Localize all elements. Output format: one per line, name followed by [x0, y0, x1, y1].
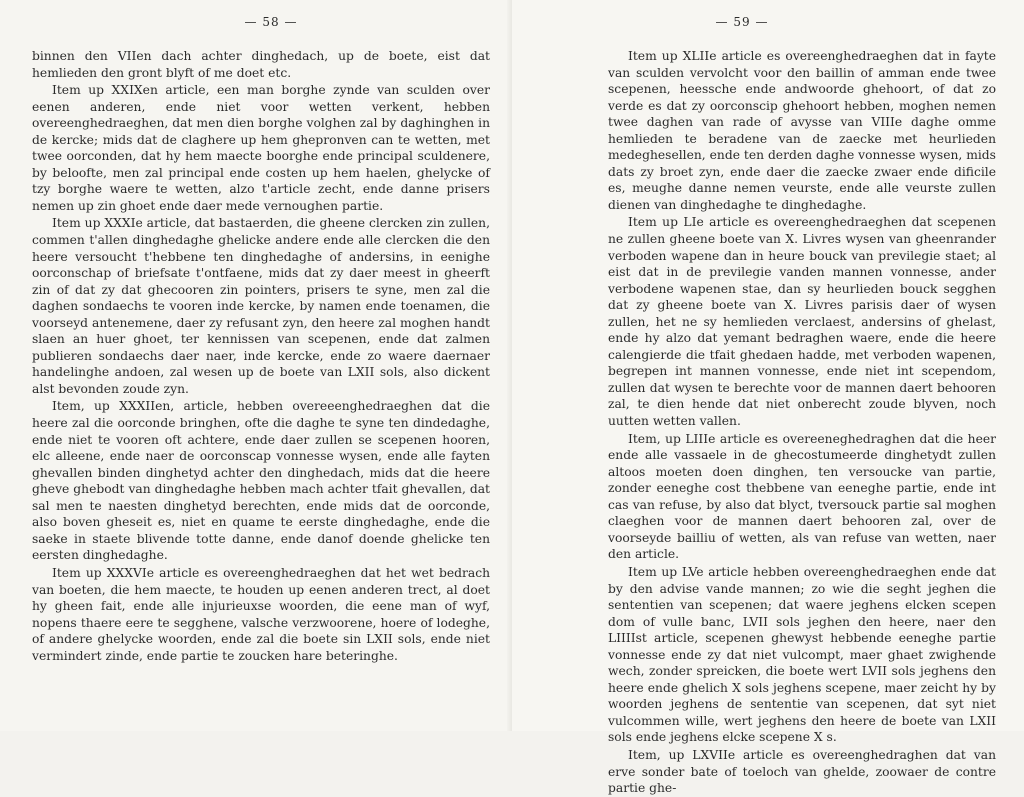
- page-number: — 58 —: [244, 15, 298, 29]
- paragraph: Item, up XXXIIen, article, hebben overeeenghedraeghen dat die heere zal die oorconde bringhen, ofte die daghe te syne ten dindedaghe, ende niet te vooren oft achtere, ende daer zullen se scepenen hooren, elc alleene, ende naer de oorconscap vonnesse wysen, ende alle fayten ghevallen binden dinghetyd achter den dinghedach, mids dat die heere gheve ghebodt van dinghedaghe hebben mach achter tfait ghevallen, dat sal men te naesten dinghetyd berechten, ende mids dat de oorconde, also boven gheseit es, niet en quame te eerste dinghedaghe, ende die saeke in staete blivende totte danne, ende danof doende ghelicke ten eersten dinghedaghe.: [32, 399, 490, 563]
- paragraph: Item up XXXVIe article es overeenghedraeghen dat het wet bedrach van boeten, die hem maecte, te houden up eenen anderen trect, al doet hy gheen fait, ende alle injurieuxse woorden, die eene man of wyf, nopens thaere eere te segghene, valsche verzwoorene, hoere of lodeghe, of andere ghelycke woorden, ende zal die boete sin LXII sols, ende niet vermindert zinde, ende partie te zoucken hare beteringhe.: [32, 565, 490, 663]
- paragraph: Item up LVe article hebben overeenghedraeghen ende dat by den advise vande mannen; zo wie die seght jeghen die sententien van scepenen; dat waere jeghens elcken scepen dom of vulle banc, LVII sols jeghen den heere, naer den LIIIIst article, scepenen ghewyst hebbende eeneghe partie vonnesse ende zy dat niet vulcompt, maer ghaet zwighende wech, zonder spreicken, die boete wert LVII sols jeghens den heere ende ghelich X sols jeghens scepene, maer zeicht hy by woorden jeghens de sententie van scepenen, dat syt niet vulcommen wille, wert jeghens den heere de boete van LXII sols ende jeghens elcke scepene X s.: [608, 564, 996, 745]
- paragraph: Item, up LXVIIe article es overeenghedraghen dat van erve sonder bate of toeloch van ghelde, zoowaer de contre partie ghe-: [608, 747, 996, 796]
- paragraph: Item up LIe article es overeenghedraeghen dat scepenen ne zullen gheene boete van X. Livres wysen van gheenrander verboden wapene dan in heure bouck van previlegie staet; al eist dat in de previlegie vanden mannen vonnesse, ander verbodene wapenen stae, dan sy heurlieden bouck segghen dat zy gheene boete van X. Livres parisis daer of wysen zullen, het ne sy hemlieden verclaest, andersins of ghelast, ende hy alzo dat yemant bedraghen waere, ende die heere calengierde die tfait ghedaen hadde, met verboden wapenen, begrepen int mannen vonnesse, ende niet int scependom, zullen dat wysen te berechte voor de mannen daert behooren zal, te dien hende dat niet onberecht zoude blyven, noch uutten wetten vallen.: [608, 215, 996, 429]
- paragraph: Item up XLIIe article es overeenghedraeghen dat in fayte van sculden vervolcht voor den baillin of amman ende twee scepenen, heessche ende andwoorde ghehoort, of dat zo verde es dat zy oorconscip ghehoort hebben, moghen nemen twee daghen van rade of avysse van VIIIe daghe omme hemlieden te beradene van de zaecke met heurlieden medeghesellen, ende ten derden daghe vonnesse wysen, mids dats zy broet zyn, ende daer die zaecke zwaer ende dificile es, meughe danne nemen veurste, ende alle veurste zullen dienen van dinghedaghe te dinghedaghe.: [608, 49, 996, 212]
- right-page: [512, 0, 1024, 796]
- paragraph: Item, up LIIIe article es overeeneghedraghen dat die heer ende alle vassaele in de ghecostumeerde dinghetydt zullen altoos moeten doen dinghen, ten versoucke van partie, zonder eeneghe cost thebbene van eeneghe partie, ende int cas van refuse, by also dat blyct, tversouck partie sal moghen claeghen voor de mannen daert behooren zal, over de voorseyde bailliu of wetten, als van refuse van wetten, naer den article.: [608, 431, 996, 562]
- paragraph: Item up XXXIe article, dat bastaerden, die gheene clercken zin zullen, commen t'allen dinghedaghe ghelicke andere ende alle clercken die den heere versoucht t'hebbene ten dinghedaghe of andersins, in eenighe oorconschap of briefsate t'ontfaene, mids dat zy daer meest in gheerft zin of dat zy dat ghecooren zin pointers, prisers te syne, men zal die daghen sondaechs te vooren inde kercke, by namen ende toenamen, die voorseyd antenemene, daer zy refusant zyn, den heere zal moghen handt slaen an huer ghoet, ter kennissen van scepenen, ende dat zalmen publieren sondaechs daer naer, inde kercke, ende zo waere daernaer handelinghe andoen, zal wesen up de boete van LXII sols, also dickent alst bevonden zoude zyn.: [32, 216, 491, 396]
- paragraph: Item up XXIXen article, een man borghe zynde van sculden over eenen anderen, ende niet voor wetten verkent, hebben overeenghedraeghen, dat men dien borghe volghen zal by daghinghen in de kercke; mids dat de claghere up hem ghepronven can te wetten, met twee oorconden, dat hy hem maecte boorghe ende principal sculdenere, by beloofte, men zal principal ende costen up hem haelen, ghelycke of tzy borghe waere te wetten, alzo t'article zecht, ende danne prisers nemen up zin ghoet ende daer mede vernoughen partie.: [32, 83, 490, 213]
- left-page: [0, 0, 512, 731]
- page-number: — 59 —: [715, 15, 769, 29]
- paragraph: binnen den VIIen dach achter dinghedach, up de boete, eist dat hemlieden den gront blyft of me doet etc.: [32, 49, 490, 80]
